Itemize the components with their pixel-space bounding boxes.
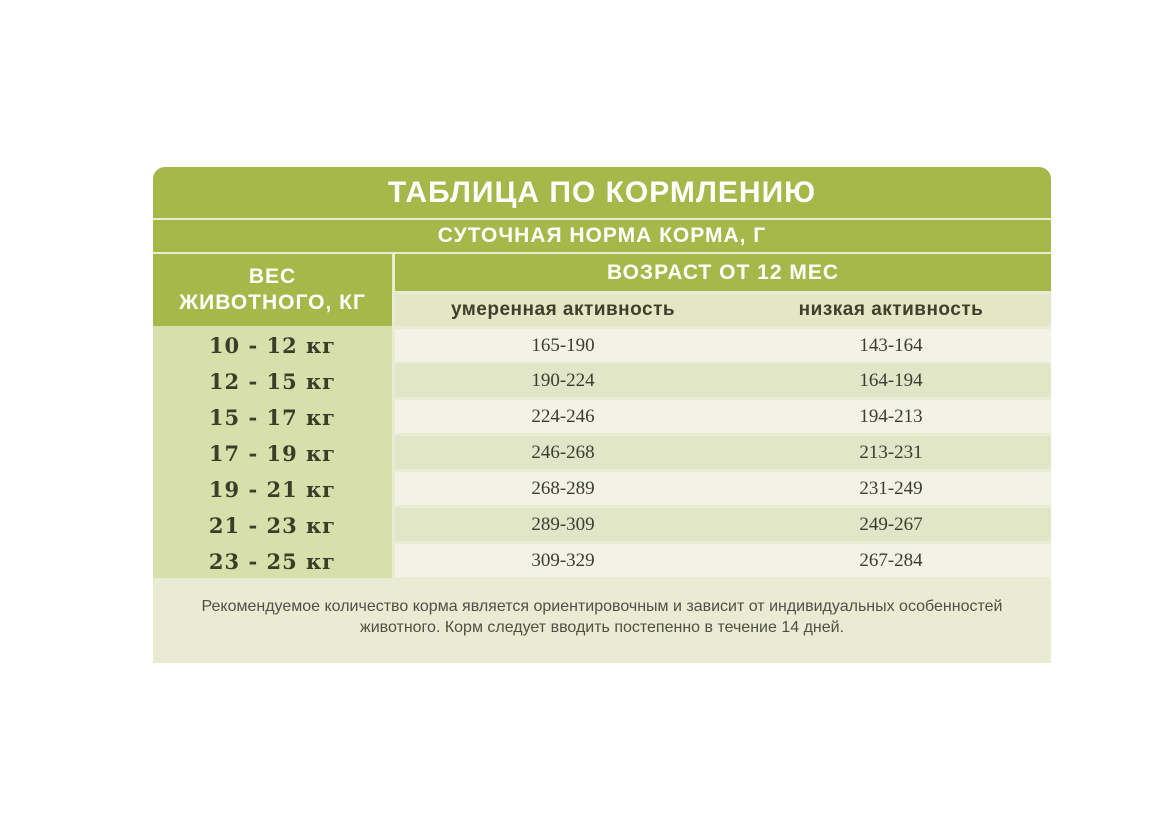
low-cell: 194-213: [859, 406, 923, 427]
weight-header-line2: ЖИВОТНОГО, КГ: [179, 291, 366, 314]
column-header-low: низкая активность: [731, 294, 1051, 326]
footnote-line1: Рекомендуемое количество корма является ориентировочным и зависит от индивидуальных особенностей: [201, 598, 1003, 615]
low-cell: 143-164: [859, 335, 923, 356]
weight-cell: 23 - 25 кг: [208, 549, 337, 574]
footnote: [173, 596, 1031, 638]
moderate-cell: 289-309: [531, 514, 595, 535]
low-cell: 164-194: [859, 370, 923, 391]
table-row: [395, 364, 1051, 397]
weight-header-line1: ВЕС: [248, 265, 297, 288]
table-row: [395, 508, 1051, 541]
table-row: [395, 544, 1051, 577]
moderate-cell: 246-268: [531, 442, 595, 463]
moderate-cell: 309-329: [531, 550, 595, 571]
weight-cell: 21 - 23 кг: [208, 513, 337, 538]
table-row: [395, 400, 1051, 433]
weight-column: [153, 254, 392, 578]
moderate-cell: 268-289: [531, 478, 595, 499]
low-cell: 213-231: [859, 442, 923, 463]
moderate-cell: 224-246: [531, 406, 595, 427]
weight-cell: 10 - 12 кг: [208, 333, 337, 358]
table-row: [395, 436, 1051, 469]
feeding-table: [153, 167, 1051, 663]
table-row: [395, 472, 1051, 505]
low-cell: 249-267: [859, 514, 923, 535]
weight-header: [153, 254, 392, 326]
weight-cell: 19 - 21 кг: [208, 477, 337, 502]
table-title: ТАБЛИЦА ПО КОРМЛЕНИЮ: [153, 167, 1051, 218]
column-header-moderate: умеренная активность: [395, 294, 731, 326]
weight-cell: 12 - 15 кг: [208, 369, 337, 394]
table-subtitle: СУТОЧНАЯ НОРМА КОРМА, Г: [153, 220, 1051, 252]
low-cell: 231-249: [859, 478, 923, 499]
moderate-cell: 190-224: [531, 370, 595, 391]
table-row: [395, 329, 1051, 362]
footnote-line2: животного. Корм следует вводить постепенно в течение 14 дней.: [359, 619, 845, 636]
weight-cell: 15 - 17 кг: [208, 405, 337, 430]
weight-cell: 17 - 19 кг: [208, 441, 337, 466]
low-cell: 267-284: [859, 550, 923, 571]
moderate-cell: 165-190: [531, 335, 595, 356]
age-header: ВОЗРАСТ ОТ 12 МЕС: [395, 254, 1051, 291]
